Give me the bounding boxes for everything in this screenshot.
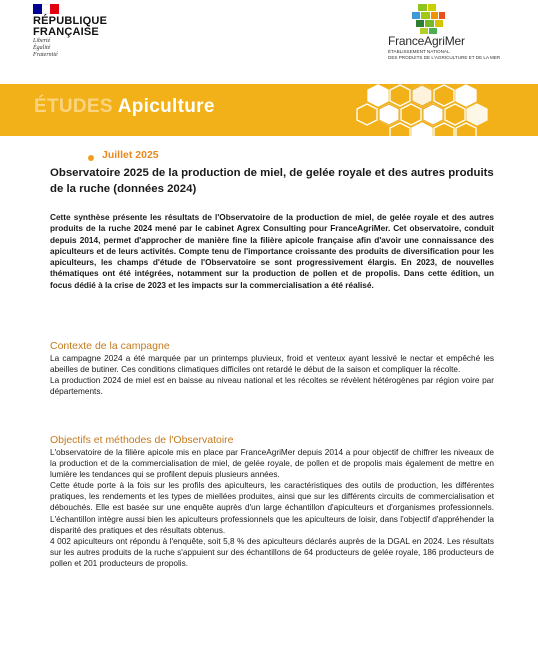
objectifs-paragraph-1: L'observatoire de la filière apicole mis en place par FranceAgriMer depuis 2014 a pour objectif de chiffrer les niveaux de la production et de la commercialisation de miel, de gelée royale, de pollen et de propolis mais également de mettre en lumière les tendances qui se profilent depuis plusieurs années. [50, 448, 494, 480]
section-heading-objectifs: Objectifs et méthodes de l'Observatoire [50, 434, 234, 446]
publication-date: Juillet 2025 [102, 149, 159, 161]
date-bullet-icon [88, 155, 94, 161]
motto-liberte: Liberté [33, 38, 51, 44]
banner-kicker: ÉTUDES [34, 96, 113, 117]
document-title: Observatoire 2025 de la production de miel, de gelée royale et des autres produits de la ruche (données 2024) [50, 167, 494, 195]
contexte-paragraph-2: La production 2024 de miel est en baisse au niveau national et les récoltes se révèlent hétérogènes par région voire par départements. [50, 376, 494, 397]
page-header [0, 0, 538, 82]
republique-francaise-logo [33, 4, 123, 59]
motto-fraternite: Fraternité [33, 52, 58, 58]
agency-name: FranceAgriMer [388, 34, 465, 48]
agency-tag-line-2: DES PRODUITS DE L'AGRICULTURE ET DE LA MER [388, 54, 501, 60]
agency-tag-line-1: ÉTABLISSEMENT NATIONAL [388, 49, 450, 54]
gov-line-2: FRANÇAISE [33, 26, 99, 38]
intro-summary: Cette synthèse présente les résultats de l'Observatoire de la production de miel, de gelée royale et des autres produits de la ruche 2024 mené par le cabinet Agrex Consulting pour FranceAgriMer. Cet observatoire, conduit depuis 2014, permet d'approcher de manière fine la filière apicole française afin d'avoir une connaissance des apiculteurs et de leurs activités. Compte tenu de l'importance croissante des produits de diversification pour les apiculteurs, les champs d'étude de l'Observatoire se sont progressivement élargis. En 2023, de nouvelles thématiques ont été intégrées, notamment sur la production de pollen et de propolis. Dans cette édition, un focus dédié à la crise de 2023 et les impacts sur la commercialisation a été réalisé. [50, 213, 494, 290]
contexte-paragraph-1: La campagne 2024 a été marquée par un printemps pluvieux, froid et venteux ayant lessivé le nectar et empêché les abeilles de butiner. Ces conditions climatiques difficiles ont retardé le début de la saison et compliquer la récolte. [50, 354, 494, 375]
honeycomb-icon [0, 84, 538, 136]
objectifs-paragraph-2: Cette étude porte à la fois sur les profils des apiculteurs, les caractéristiques des outils de production, les différentes pratiques, les rendements et les types de miellées produites, ainsi que sur les différents circuits de commercialisation et débouchés. Elle est basée sur une enquête auprès d'un large échantillon d'apiculteurs et d'organismes professionnels. L'échantillon intègre aussi bien les apiculteurs professionnels que les apiculteurs de loisir, dans l'objectif d'appréhender la disparité des pratiques et des résultats obtenus. [50, 481, 494, 535]
franceagrimer-mosaic-icon [408, 4, 448, 34]
motto-egalite: Égalité [33, 45, 51, 51]
section-body-objectifs [50, 447, 494, 569]
objectifs-paragraph-3: 4 002 apiculteurs ont répondu à l'enquête, soit 5,8 % des apiculteurs déclarés auprès de la DGAL en 2024. Les résultats sur les autres produits de la ruche s'appuient sur des échantillons de 64 producteurs de gelée royale, 186 producteurs de pollen et 201 producteurs de propolis. [50, 536, 494, 568]
gov-line-1: RÉPUBLIQUE [33, 15, 108, 27]
study-banner [0, 84, 538, 136]
agency-tagline [388, 49, 533, 60]
flag-icon [33, 4, 59, 14]
section-heading-contexte: Contexte de la campagne [50, 340, 170, 352]
section-body-contexte [50, 353, 494, 397]
banner-topic: Apiculture [117, 96, 215, 117]
